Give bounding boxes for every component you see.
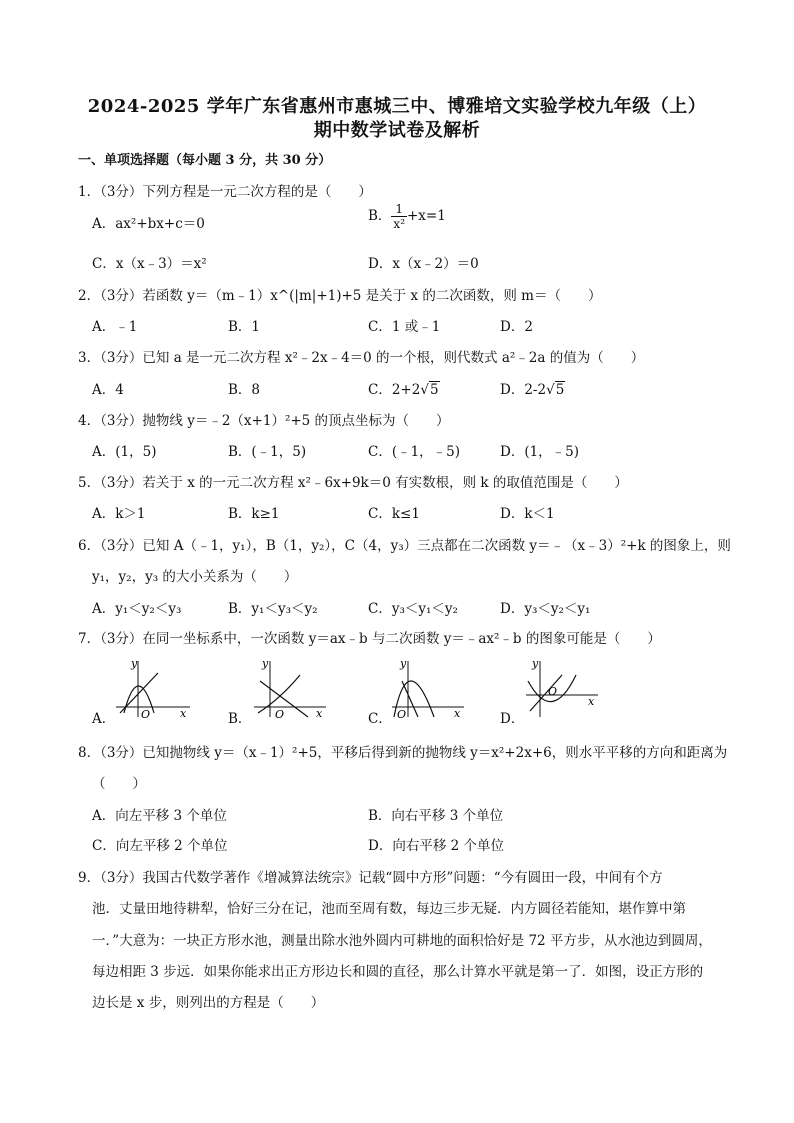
question-7-option-a: A．	[92, 711, 116, 727]
svg-text:y: y	[400, 657, 407, 670]
question-6-option-c: C．y₃＜y₁＜y₂	[368, 601, 458, 617]
question-8-option-b: B．向右平移 3 个单位	[368, 808, 504, 824]
question-6-option-a: A．y₁＜y₂＜y₃	[92, 601, 182, 617]
question-1-option-c: C．x（x﹣3）＝x²	[92, 256, 207, 272]
question-7-graph-c	[388, 655, 468, 719]
question-9-line4: 每边相距 3 步远．如果你能求出正方形边长和圆的直径，那么计算水平就是第一了．如图，设正方形的	[92, 964, 704, 980]
question-7-option-d: D．	[500, 711, 525, 727]
question-8-option-a: A．向左平移 3 个单位	[92, 808, 227, 824]
question-8-option-c: C．向左平移 2 个单位	[92, 838, 228, 854]
question-5-option-d: D．k＜1	[500, 506, 555, 522]
question-4-option-b: B．(﹣1，5)	[228, 444, 307, 460]
svg-text:x: x	[454, 707, 461, 719]
svg-text:x: x	[316, 707, 323, 719]
svg-text:x: x	[588, 695, 595, 708]
question-3-stem: 3．（3分）已知 a 是一元二次方程 x²﹣2x﹣4＝0 的一个根，则代数式 a²﹣2a 的值为（ ）	[78, 350, 645, 366]
exam-title-line1: 2024-2025 学年广东省惠州市惠城三中、博雅培文实验学校九年级（上）	[87, 96, 707, 117]
question-3-option-a: A．4	[92, 382, 124, 398]
svg-text:x: x	[180, 707, 187, 719]
question-2-option-a: A．﹣1	[92, 319, 138, 335]
question-2-stem: 2．（3分）若函数 y＝（m﹣1）x^(|m|+1)+5 是关于 x 的二次函数，则 m＝（ ）	[78, 288, 602, 304]
question-7-stem: 7．（3分）在同一坐标系中，一次函数 y＝ax﹣b 与二次函数 y＝﹣ax²﹣b 的图象可能是（ ）	[78, 631, 661, 647]
svg-text:O: O	[275, 708, 285, 719]
question-2-option-d: D．2	[500, 319, 533, 335]
question-2-option-c: C．1 或﹣1	[368, 319, 441, 335]
question-9-line2: 池．丈量田地待耕犁，恰好三分在记，池而至周有数，每边三步无疑．内方圆径若能知，堪作算中第	[92, 901, 686, 917]
question-5-option-b: B．k≥1	[228, 506, 280, 522]
question-7-graph-a	[114, 655, 194, 719]
question-6-option-d: D．y₃＜y₂＜y₁	[500, 601, 591, 617]
svg-text:O: O	[141, 708, 151, 719]
question-1-option-d: D．x（x﹣2）＝0	[368, 256, 479, 272]
svg-text:O: O	[548, 685, 558, 698]
question-5-stem: 5．（3分）若关于 x 的一元二次方程 x²﹣6x+9k＝0 有实数根，则 k 的取值范围是（ ）	[78, 475, 628, 491]
question-9-line5: 边长是 x 步，则列出的方程是（ ）	[92, 995, 325, 1011]
question-6-stem-line1: 6．（3分）已知 A（﹣1，y₁），B（1，y₂），C（4，y₃）三点都在二次函数 y＝﹣（x﹣3）²+k 的图象上，则	[78, 538, 731, 554]
question-4-option-c: C．(﹣1，﹣5)	[368, 444, 461, 460]
question-4-stem: 4．（3分）抛物线 y＝﹣2（x+1）²+5 的顶点坐标为（ ）	[78, 413, 450, 429]
question-1-option-b: B． $\frac{1}{\text{x²}}$ +x=1	[368, 202, 446, 231]
question-6-option-b: B．y₁＜y₃＜y₂	[228, 601, 318, 617]
question-1-option-a: A．ax²+bx+c＝0	[92, 216, 205, 232]
svg-text:y: y	[532, 657, 539, 670]
question-8-stem-line1: 8．（3分）已知抛物线 y＝（x﹣1）²+5，平移后得到新的抛物线 y＝x²+2x+6，则水平平移的方向和距离为	[78, 745, 728, 761]
question-9-line3: 一．”大意为：一块正方形水池，测量出除水池外圆内可耕地的面积恰好是 72 平方步，从水池边到圆周，	[92, 933, 712, 949]
question-2-option-b: B．1	[228, 319, 261, 335]
question-6-stem-line2: y₁，y₂，y₃ 的大小关系为（ ）	[92, 569, 298, 585]
question-9-line1: 9．（3分）我国古代数学著作《增减算法统宗》记载“圆中方形”问题：“今有圆田一段，中间有个方	[78, 870, 663, 886]
question-5-option-a: A．k＞1	[92, 506, 146, 522]
question-4-option-d: D．(1，﹣5)	[500, 444, 580, 460]
svg-text:O: O	[397, 708, 407, 719]
svg-text:y: y	[262, 657, 269, 670]
svg-text:y: y	[131, 657, 138, 670]
question-3-option-c: C．2+2√5	[368, 382, 439, 398]
question-4-option-a: A．(1，5)	[92, 444, 157, 460]
question-7-option-b: B．	[228, 711, 252, 727]
question-5-option-c: C．k≤1	[368, 506, 420, 522]
question-3-option-b: B．8	[228, 382, 261, 398]
question-7-graph-d	[522, 655, 602, 719]
question-8-stem-line2: （ ）	[92, 776, 146, 792]
question-7-option-c: C．	[368, 711, 392, 727]
question-3-option-d: D．2-2√5	[500, 382, 565, 398]
question-1-stem: 1．（3分）下列方程是一元二次方程的是（ ）	[78, 184, 372, 200]
exam-title-line2: 期中数学试卷及解析	[313, 120, 481, 141]
section-heading: 一、单项选择题（每小题 3 分，共 30 分）	[78, 153, 332, 168]
question-7-graph-b	[250, 655, 330, 719]
question-8-option-d: D．向右平移 2 个单位	[368, 838, 504, 854]
